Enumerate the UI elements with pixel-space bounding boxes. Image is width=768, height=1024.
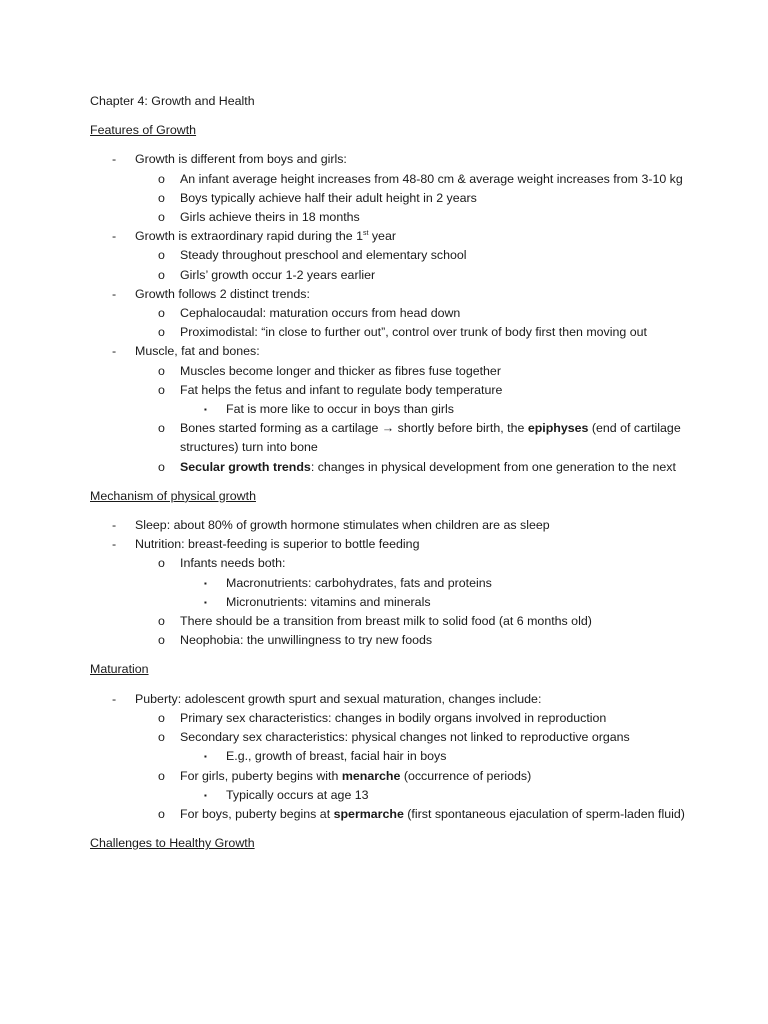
circle-bullet: o xyxy=(158,248,165,263)
list-item: o Fat helps the fetus and infant to regulate body temperature xyxy=(90,381,690,400)
dash-bullet: - xyxy=(112,537,117,552)
square-bullet: ▪ xyxy=(204,752,207,762)
list-item: o Infants needs both: xyxy=(90,554,690,573)
circle-bullet: o xyxy=(158,768,165,783)
list-item: o Neophobia: the unwillingness to try new foods xyxy=(90,631,690,650)
list-item: o There should be a transition from breast milk to solid food (at 6 months old) xyxy=(90,612,690,631)
list-item: - Muscle, fat and bones: xyxy=(90,342,690,361)
list-item: - Sleep: about 80% of growth hormone stimulates when children are as sleep xyxy=(90,516,690,535)
square-bullet: ▪ xyxy=(204,578,207,588)
list-item: o Secular growth trends: changes in physical development from one generation to the next xyxy=(90,458,690,477)
circle-bullet: o xyxy=(158,363,165,378)
section-heading-maturation: Maturation xyxy=(90,662,149,677)
square-bullet: ▪ xyxy=(204,405,207,415)
circle-bullet: o xyxy=(158,171,165,186)
list-item: - Growth is extraordinary rapid during the 1st year xyxy=(90,227,690,246)
circle-bullet: o xyxy=(158,730,165,745)
list-item: o Secondary sex characteristics: physical changes not linked to reproductive organs xyxy=(90,728,690,747)
list-item: o An infant average height increases from 48-80 cm & average weight increases from 3-10 kg xyxy=(90,170,690,189)
section-heading-features: Features of Growth xyxy=(90,123,197,138)
list-item: o Proximodistal: “in close to further out”, control over trunk of body first then moving out xyxy=(90,323,690,342)
circle-bullet: o xyxy=(158,459,165,474)
dash-bullet: - xyxy=(112,229,117,244)
circle-bullet: o xyxy=(158,325,165,340)
list-item: o Steady throughout preschool and elementary school xyxy=(90,246,690,265)
circle-bullet: o xyxy=(158,306,165,321)
circle-bullet: o xyxy=(158,614,165,629)
dash-bullet: - xyxy=(112,518,117,533)
circle-bullet: o xyxy=(158,806,165,821)
dash-bullet: - xyxy=(112,691,117,706)
circle-bullet: o xyxy=(158,190,165,205)
circle-bullet: o xyxy=(158,382,165,397)
list-item: - Growth is different from boys and girls: xyxy=(90,150,690,169)
list-item: o Bones started forming as a cartilage → shortly before birth, the epiphyses (end of cartilage structures) turn into bone xyxy=(158,421,681,455)
list-item: ▪ Fat is more like to occur in boys than girls xyxy=(90,400,690,419)
circle-bullet: o xyxy=(158,633,165,648)
list-item: ▪ Micronutrients: vitamins and minerals xyxy=(90,593,690,612)
list-item: o Boys typically achieve half their adult height in 2 years xyxy=(90,189,690,208)
chapter-title: Chapter 4: Growth and Health xyxy=(90,94,255,108)
list-item: o For boys, puberty begins at spermarche (first spontaneous ejaculation of sperm-laden fluid) xyxy=(90,805,690,824)
circle-bullet: o xyxy=(158,421,165,436)
list-item: ▪ Macronutrients: carbohydrates, fats and proteins xyxy=(90,574,690,593)
list-item: - Growth follows 2 distinct trends: xyxy=(90,285,690,304)
list-item: o Primary sex characteristics: changes in bodily organs involved in reproduction xyxy=(90,709,690,728)
circle-bullet: o xyxy=(158,556,165,571)
list-item: o Girls achieve theirs in 18 months xyxy=(90,208,690,227)
dash-bullet: - xyxy=(112,152,117,167)
dash-bullet: - xyxy=(112,344,117,359)
dash-bullet: - xyxy=(112,286,117,301)
circle-bullet: o xyxy=(158,267,165,282)
section-heading-challenges: Challenges to Healthy Growth xyxy=(90,836,255,851)
list-item: o Cephalocaudal: maturation occurs from head down xyxy=(90,304,690,323)
square-bullet: ▪ xyxy=(204,597,207,607)
list-item: - Puberty: adolescent growth spurt and sexual maturation, changes include: xyxy=(90,690,690,709)
list-item: o Girls’ growth occur 1-2 years earlier xyxy=(90,266,690,285)
list-item: ▪ E.g., growth of breast, facial hair in boys xyxy=(90,747,690,766)
square-bullet: ▪ xyxy=(204,790,207,800)
document-page xyxy=(90,92,690,853)
list-item: ▪ Typically occurs at age 13 xyxy=(90,786,690,805)
list-item: - Nutrition: breast-feeding is superior to bottle feeding xyxy=(90,535,690,554)
list-item: o Muscles become longer and thicker as fibres fuse together xyxy=(90,362,690,381)
circle-bullet: o xyxy=(158,210,165,225)
section-heading-mechanism: Mechanism of physical growth xyxy=(90,488,256,503)
circle-bullet: o xyxy=(158,710,165,725)
arrow-right-icon: → xyxy=(381,421,395,436)
list-item: o For girls, puberty begins with menarche (occurrence of periods) xyxy=(90,767,690,786)
